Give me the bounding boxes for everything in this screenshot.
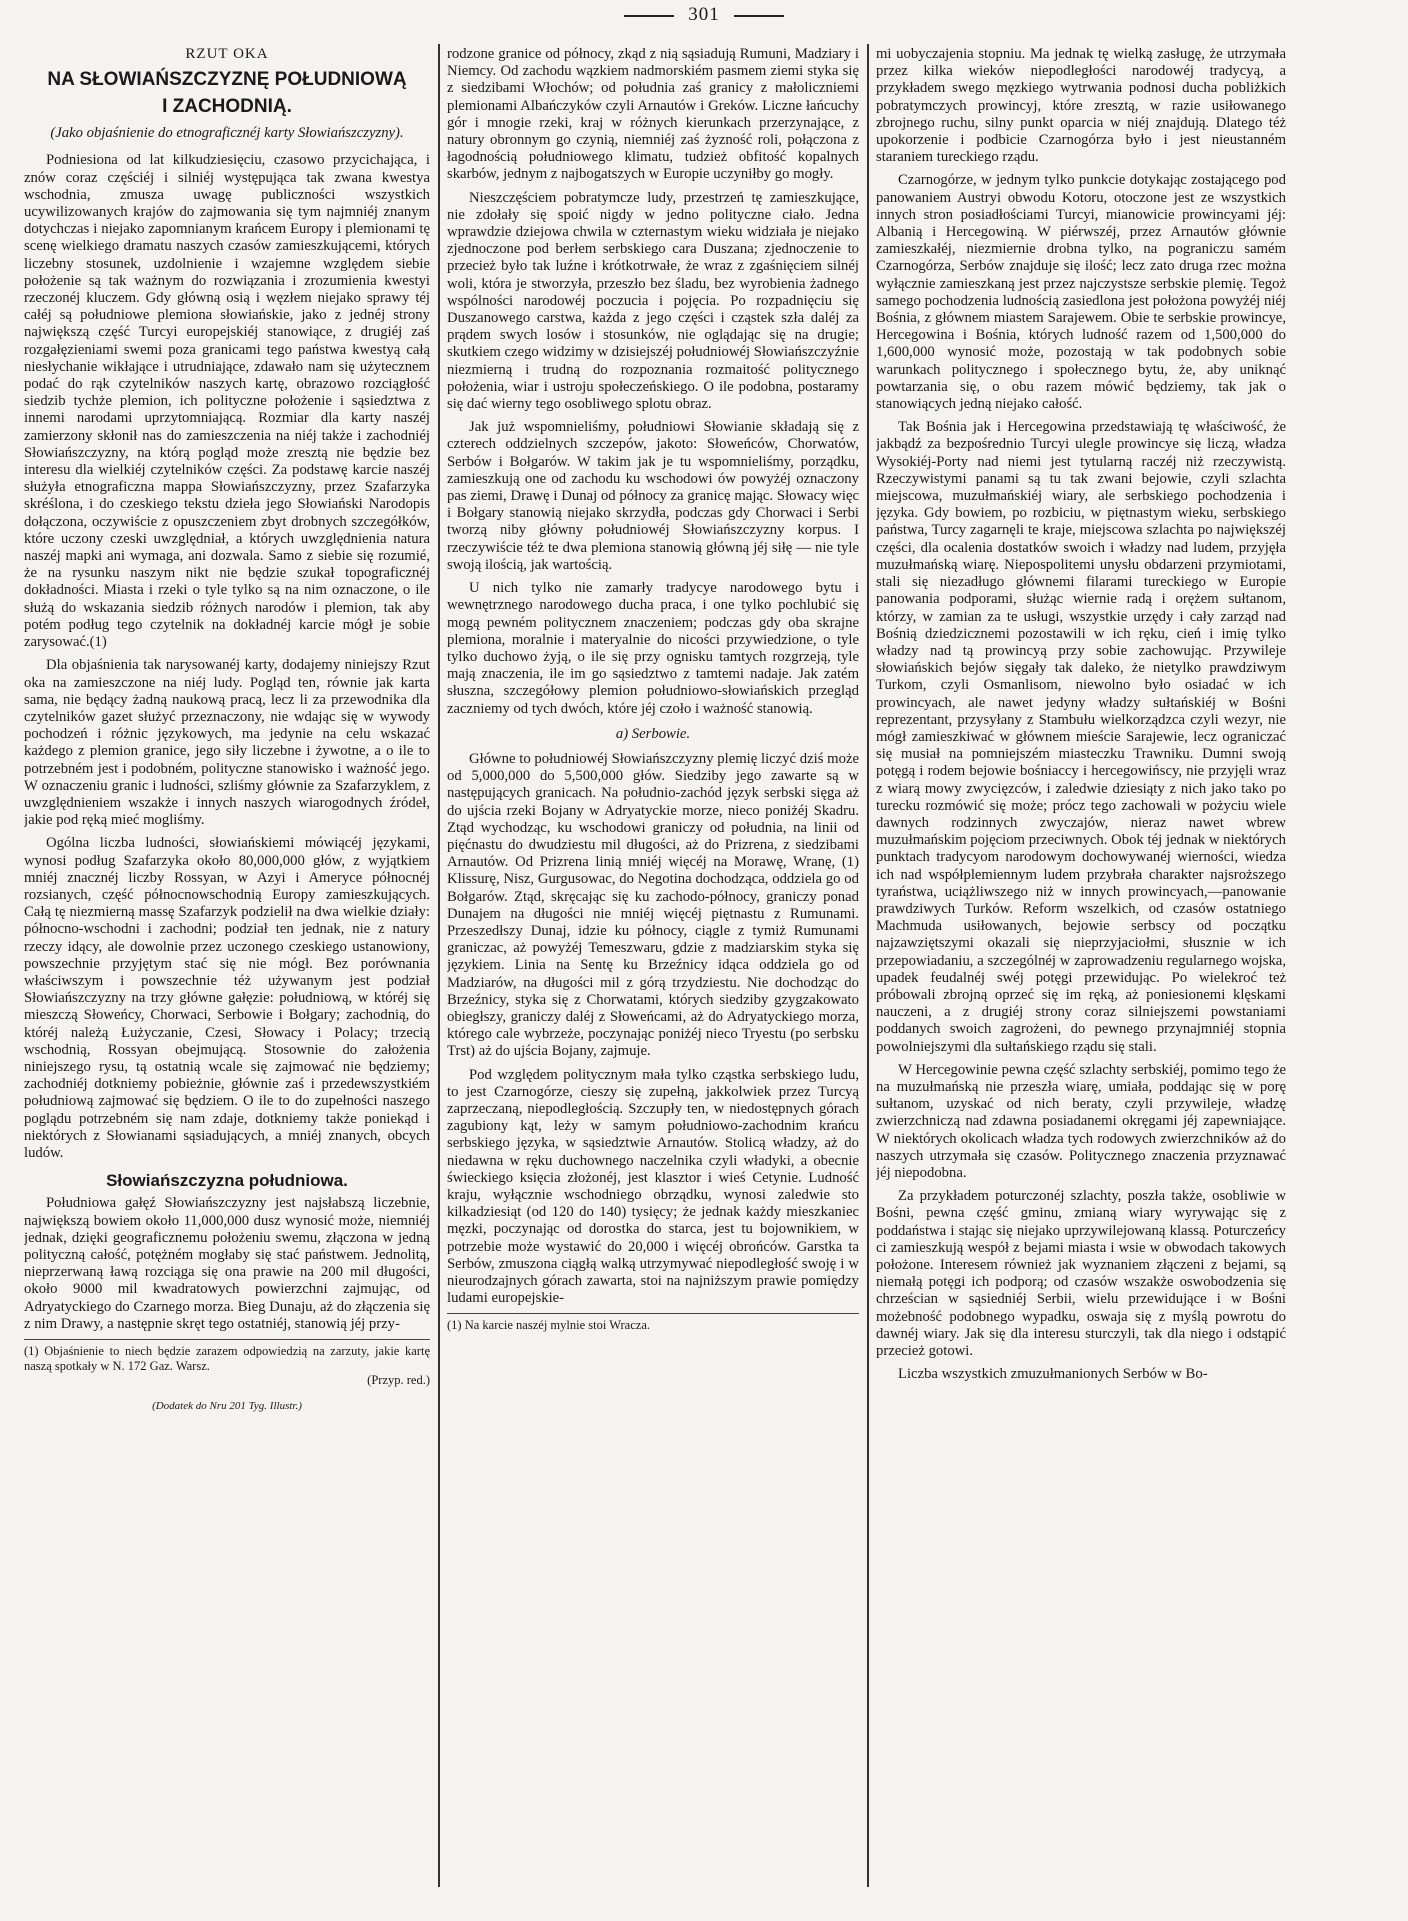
- paragraph: Dla objaśnienia tak narysowanéj karty, dodajemy niniejszy Rzut oka na zamieszczone na niéj ludy. Pogląd ten, równie jak karta sama, nie będący żadną naukową pracą, lecz li za przewodnika dla czytelników gazet służyć przeznaczony, nie wdając się w wywody pochodzeń i różnic językowych, ma jedynie na celu wskazać każdego z plemion granice, jego siły liczebne i żywotne, a o ile to potrzebném jest i podobném, polityczne stanowisko i ważność jego. W oznaczeniu granic i ludności, szliśmy głównie za Szafarzyklem, z uwzględnieniem wszakże i innych naszych wiarogodnych źródeł, jakie pod ręką mieć mogliśmy.: [24, 657, 430, 829]
- footnote-text: (1) Na karcie naszéj mylnie stoi Wracza.: [447, 1318, 650, 1333]
- paragraph: Nieszczęściem pobratymcze ludy, przestrzeń tę zamieszkujące, nie zdołały się spoić nigdy w jedno polityczne ciało. Jedna wprawdzie dziejowa chwila w czternastym wieku widziała je niejako zjednoczone pod berłem serbskiego cara Duszana; zjednoczenie to przecież było tak luźne i krótkotrwałe, że wraz z zgaśnięciem silnéj woli, która je stworzyła, przeszło bez śladu, bez wyrobienia żadnego wspólności narodowéj poczucia i pojęcia. Po rozpadnięciu się Duszanowego carstwa, każda z jego części i cząstek szła daléj za prądem swych losów i stosunków, nie oglądając się na drugie; skutkiem czego widzimy w dzisiejszéj południowéj Słowiańszczyźnie niezmierną i trudną do rozpoznania rozmaitość politycznego położenia, wiar i ustroju społeczeńskiego. O ile podobna, postaramy się dać wierny tego osobliwego splotu obraz.: [447, 189, 859, 413]
- divider: [624, 15, 674, 17]
- paragraph: rodzone granice od północy, zkąd z nią sąsiadują Rumuni, Madziary i Niemcy. Od zachodu wązkiem nadmorskiém pasmem ziemi styka się z siedzibami Włochów; od południa zaś granicy z małoliczniemi plemionami Albańczyków czyli Arnautów i Greków. Liczne łańcuchy gór i mnogie rzeki, kraj w różnych kierunkach przerzynające, z natury obronnym go czynią, niemniéj zaś żyzność roli, połączona z łagodnością południowego klimatu, tudzież obfitość kopalnych skarbów, jednym z najbogatszych w Europie uczyniłby go mogły.: [447, 46, 859, 183]
- column-3: [876, 46, 1286, 1911]
- paragraph: Tak Bośnia jak i Hercegowina przedstawiają tę właściwość, że jakbądź za bezpośrednio Turcyi ulegle prowincye się liczą, władza Wysokiéj-Porty nad niemi jest tytularną raczéj niż rzeczywistą. Rzeczywistymi panami są tu tak zwani bejowie, czyli szlachta miejscowa, muzułmańskiéj wiary, ale serbskiego pochodzenia i języka. Gdy bowiem, po rozbiciu, w piętnastym wieku, serbskiego państwa, Turcy zagarnęli te kraje, miejscowa szlachta po największéj części, dla ocalenia dostatków swoich i władzy nad ludem, przyjęła muzułmańską wiarę. Niepospolitemi unysłu obdarzeni przymiotami, stali się niezadługo głównemi filarami tureckiego w Europie panowania podporami, służąc wiernie radą i orężem sułtanom, którzy, w zamian za te usługi, wszystkie urzędy i cały zarząd nad Bośnią dziedzicznemi pozostawili w ich ręku, cień i imię tylko władzy nad tą prowincyą przy sobie zachowując. Przywileje słowiańskich bejów sięgały tak daleko, że nietylko prawdziwym Turkom, czyli Osmanlisom, niewolno było osiadać w ich prowincyach, ale nawet jedyny władzy sułtańskiéj w Bośni reprezentant, przysyłany z Stambułu wielkorządzca czyli wezyr, nie mógł zamieszkiwać w głównem mieście Sarajewie, lecz ograniczać się musiał na pomniejszém miasteczku Trawniku. Dumni swoją potęgą i rodem bejowie bośniaccy i hercegowińscy, nie przyjęli wraz z wiarą mowy zwycięzców, i zaledwie dziesiąty z nich jako tako po turecku rozmówić się może; prócz tego zachowali w pożyciu wiele dawnych rodzinnych zwyczajów, nieraz nawet wbrew muzułmańskim pojęciom przeciwnych. Obok téj jednak w niektórych punktach tradycyom narodowym dochowywanéj wierności, wiedza ich nad współplemiennym ludem przybrała charakter najsroższego tyraństwa, uciążliwszego niż w innych prowincyach,—panowanie prawdziwych Turków. Reform wszelkich, od czasów ostatniego Machmuda usiłowanych, bejowie serbscy od początku najzawziętszymi okazali się nieprzyjaciołmi, słusznie w ich przepowiadaniu, a szczególnéj w zaprowadzeniu regularnego wojska, upadek feudalnéj swéj potęgi przewidując. Po wielekroć też próbowali zbrojną oprzeć się im ręką, aż poniesionemi klęskami nauczeni, a z drugiéj strony coraz silniejszemi powstaniami poddanych swoich zagrożeni, do pewnego przynajmniéj stopnia powolniejszymi dla sułtańskiego rządu się stali.: [876, 419, 1286, 1055]
- paragraph: Południowa gałęź Słowiańszczyzny jest najsłabszą liczebnie, największą bowiem około 11,000,000 dusz wynosić może, niemniéj jednak, dzięki geograficznemu położeniu swemu, złączona w jedną polityczną całość, potężném mogłaby się stać państwem. Jednolitą, nieprzerwaną ławą rozciąga się ona prawie na 200 mil długości, około 9000 mil kwadratowych powierzchni zajmując, od Adryatyckiego do Czarnego morza. Bieg Dunaju, aż do złączenia się z nim Drawy, a następnie skręt tego ostatniéj, stanowią jéj przy-: [24, 1195, 430, 1332]
- divider: [734, 15, 784, 17]
- paragraph: Ogólna liczba ludności, słowiańskiemi mówiącéj językami, wynosi podług Szafarzyka około 80,000,000 głów, z wyjątkiem mniéj znacznéj liczby Rossyan, w Azyi i Ameryce północnéj rozsianych, część północnowschodnią Europy zamieszkujących. Całą tę niezmierną massę Szafarzyk podzielił na dwa wielkie działy: północno-wschodni i zachodni; podział ten jednak, nie z natury rzeczy idący, ale dowolnie przez uczonego czeskiego ustanowiony, powszechnie przyjętym stać się nie mógł. Bez porównania właściwszym i powszechnie téż używanym jest podział Słowiańszczyzny na trzy główne gałęzie: południową, w któréj się mieszczą Słoweńcy, Chorwaci, Serbowie i Bołgary; zachodnią, do któréj należą Łużyczanie, Czesi, Słowacy i Polacy; trzecią wschodnią, Rossyan obejmującą. Stosownie do założenia niniejszego rysu, tą ostatnią wcale się zajmować nie będziemy; zachodniéj dotkniemy pobieżnie, głównie zaś i przedewszystkiém południową zajmować się będziem. O ile to do zupełności naszego poglądu potrzebném się nam zdaje, dotkniemy także poniekąd i niektórych z Słowianami sąsiadujących, a mniéj znanych, obcych ludów.: [24, 835, 430, 1161]
- page-number-value: 301: [688, 4, 720, 25]
- paragraph: Za przykładem poturczonéj szlachty, poszła także, osobliwie w Bośni, pewna część gminu, zmianą wiary wyrywając się z poddaństwa i stając się niejako uprzywilejowaną klassą. Poturczeńcy ci zamieszkują wespół z bejami miasta i wsie w obwodach takowych położone. Interesem również jak wyznaniem złączeni z bejami, są niemałą potęgi ich podporą; od czasów wszakże oswobodzenia się chrześcian w sąsiedniéj Serbii, wielu przewidujące i w Bośni możebność podobnego wypadku, oswaja się z myślą powrotu do dawnéj wiary. Jak się dla interesu sturczyli, tak dla niego i odstąpić przecież gotowi.: [876, 1188, 1286, 1360]
- paragraph: Jak już wspomnieliśmy, południowi Słowianie składają się z czterech oddzielnych szczepów, jakoto: Słoweńców, Chorwatów, Serbów i Bołgarów. W takim jak je tu wspomnieliśmy, porządku, zamieszkują one od zachodu ku wschodowi ów powyżéj oznaczony pas ziemi, Drawę i Dunaj od północy za granicę mając. Słowacy więc i Bołgary stanowią niejako skrzydła, podczas gdy Chorwaci i Serbi tworzą niby główny południowéj Słowiańszczyzny korpus. I rzeczywiście téż te dwa plemiona stanowią główną jéj siłę — nie tyle swoją ilością, jak wartością.: [447, 419, 859, 573]
- column-2: [447, 46, 859, 1911]
- column-rule: [867, 44, 869, 1887]
- paragraph: Główne to południowéj Słowiańszczyzny plemię liczyć dziś może od 5,000,000 do 5,500,000 głów. Siedziby jego zawarte są w następujących granicach. Na południo-zachód język serbski sięga aż do ujścia rzeki Bojany w Adryatyckie morze, nieco poniżéj Skadru. Ztąd wychodząc, ku wschodowi graniczy od południa, na linii od pięćnastu do dwudziestu mil długości, aż do Prizrena, z siedzibami Arnautów. Od Prizrena linią mniéj więcéj na Morawę, Wranę, (1) Klissurę, Nisz, Gurgusowac, do Negotina dochodząca, oddziela go od Bołgarów. Ztąd, skręcając się ku zachodo-północy, graniczy ponad Dunajem na długości nie mniéj więcéj piętnastu z Rumunami. Przeszedłszy Dunaj, idzie ku północy, ciągle z tymiż Rumunami graniczac, aż powyżéj Temeszwaru, gdzie z madziarskim styka się językiem. Linia na Sentę ku Brzeźnicy idąca oddziela go od Madziarów, na długości mil z górą trzydziestu. Nie dochodząc do Brzeźnicy, styka się z Chorwatami, których siedziby gzygzakowato obiegłszy, graniczy daléj z Słoweńcami, aż do Adryatyckiego morza, którego cale wybrzeże, poczynając poniżéj nieco Tryestu (po serbsku Trst) aż do ujścia Bojany, zajmuje.: [447, 750, 859, 1060]
- column-1: [24, 46, 430, 1911]
- article-headline: NA SŁOWIAŃSZCZYZNĘ POŁUDNIOWĄ: [47, 69, 407, 91]
- section-heading: Słowiańszczyzna południowa.: [106, 1171, 348, 1191]
- article-headline-2: I ZACHODNIĄ.: [162, 96, 292, 118]
- paragraph: Pod względem politycznym mała tylko cząstka serbskiego ludu, to jest Czarnogórze, cieszy się zupełną, jakkolwiek przez Turcyą zaprzeczaną, niepodległością. Szczupły ten, w niedostępnych górach zagubiony kąt, leży w samym południowo-zachodnim krańcu serbskiego języka, w sąsiedztwie Arnautów. Stolicą władzy, aż do niedawna w ręku duchownego naczelnika czyli władyki, a obecnie świeckiego księcia złożonéj, jest klasztor i wieś Cetynie. Ludność kraju, wyłącznie wschodniego obrządku, wynosi zaledwie sto kilkadziesiąt (od 120 do 140) tysięcy; że jednak każdy mieszkaniec męzki, poczynając od dorostka do starca, jest tu bojownikiem, w potrzebie może wystawić do 20,000 i więcéj obrońców. Garstka ta Serbów, zmuszona ciągłą walką utrzymywać niepodległość swoję i w nieurodzajnych górach zawarta, stoi na najniższym prawie pomiędzy ludami europejskie-: [447, 1066, 859, 1307]
- paragraph: Czarnogórze, w jednym tylko punkcie dotykając zostającego pod panowaniem Austryi obwodu Kotoru, otoczone jest ze wszystkich innych stron posiadłościami Turcyi, mianowicie prowincyami jéj: Albanią i Hercegowiną. W piérwszéj, przez Arnautów głównie zamieszkałéj, niezmiernie drobna tylko, na pograniczu samém Czarnogórza, Serbów znajduje się ilość; lecz zato druga rzec można wyłącznie zamieszkaną jest przez najczystsze serbskie plemię. Tegoż samego pochodzenia ludnością zasiedlona jest położona powyżéj niéj Bośnia, z głównem miastem Sarajewem. Obie te serbskie prowincye, Hercegowina i Bośnia, których ludność razem od 1,500,000 do 1,600,000 wynosić może, pozostają w tak podobnych sobie warunkach politycznego i społecznego bytu, że, aby uniknąć powtarzania się, o obu razem mówić będziemy, tak jak o stanowiących jedną niejako całość.: [876, 172, 1286, 413]
- footnote-attribution: (Przyp. red.): [367, 1373, 430, 1388]
- footnote-text: (1) Objaśnienie to niech będzie zarazem odpowiedzią na zarzuty, jakie kartę naszą spotkały w N. 172 Gaz. Warsz.: [24, 1344, 430, 1373]
- column-rule: [438, 44, 440, 1887]
- article-subtitle: (Jako objaśnienie do etnograficznéj karty Słowiańszczyzny).: [50, 125, 404, 142]
- paragraph: Podniesiona od lat kilkudziesięciu, czasowo przycichająca, i znów coraz częściéj i silniéj występująca tak zwana kwestya wschodnia, zmusza uwagę publiczności wszystkich ucywilizowanych krajów do zajmowania się tym najmniéj znanym dotychczas i niejako zapomnianym krańcem Europy i plemionami tę scenę wielkiego dramatu naszych czasów zamieszkującemi, których liczebny stosunek, uzdolnienie i wzajemne względem siebie położenie są tak ważnym do rozwiązania i zrozumienia kwestyi rzeczonéj kluczem. Gdy główną osią i węzłem niejako sprawy téj całéj są południowe plemiona słowiańskie, jako z jednéj strony największą część Turcyi europejskiéj stanowiące, z drugiéj zaś rozgałęzieniami swemi poza granicami tego państwa kwestyą całą niesłychanie wikłające i utrudniające, zdawało nam się użytecznem podać do rąk czytelników naszych kartę, obrazowo rozciągłość siedzib tychże plemion, ich polityczne położenie i sąsiedztwa z innemi narodami uprzytomniającą. Rozmiar dla karty naszéj zamierzony skłonił nas do zamieszczenia na niéj także i zachodniéj Słowiańszczyzny, na którą pogląd może zresztą nie będzie bez interesu dla wielkiéj czytelników części. Za podstawę karcie naszéj służyła etnograficzna mappa Słowiańszczyzny, przez Szafarzyka skréślona, i do czeskiego tekstu dzieła jego Słowiański Narodopis dołączona, oczywiście z opuszczeniem zbyt drobnych szczegółków, które uczony czeski uwzględniał, a których uwzględnienia natura naszéj mapki ani wymaga, ani dozwala. Samo z siebie się rozumié, że na rysunku naszym nikt nie będzie szukał topograficznéj dokładności. Miasta i rzeki o tyle tylko są na nim oznaczone, o ile służą do wskazania siedzib różnych narodów i plemion, tak aby potém podług tego czytelnik na dokładnéj karcie mógł je sobie zarysować.(1): [24, 152, 430, 651]
- paragraph: mi uobyczajenia stopniu. Ma jednak tę wielką zasługę, że utrzymała przez kilka wieków niepodległości narodowéj tradycyą, a przykładem swego męzkiego wytrwania podnosi ducha pobliżkich pobratymczych prowincyj, które zresztą, w razie usiłowanego zbrojnego ruchu, silny punkt oparcia w niéj znajdują. Dlatego téż upokorzenie i podbicie Czarnogórza było i jest nieustanném staraniem tureckiego rządu.: [876, 46, 1286, 166]
- footnote: [24, 1339, 430, 1388]
- paragraph: Liczba wszystkich zmuzułmanionych Serbów w Bo-: [898, 1366, 1208, 1383]
- article-kicker: RZUT OKA: [185, 46, 269, 62]
- paragraph: W Hercegowinie pewna część szlachty serbskiéj, pomimo tego że na muzułmańską nie przeszła wiarę, umiała, poddając się w porę sułtanom, uzyskać od nich beraty, czyli przywileje, władzę zwierzchniczą nad zdawna posiadanemi okręgami jéj zapewniające. W niektórych okolicach władza tych rodowych zwierzchników aż do naszych utrzymała się czasów. Politycznego znaczenia przyznawać jéj niepodobna.: [876, 1061, 1286, 1181]
- subsection-heading: a) Serbowie.: [615, 725, 691, 742]
- footnote: [447, 1313, 859, 1333]
- supplement-note: (Dodatek do Nru 201 Tyg. Illustr.): [152, 1399, 302, 1412]
- page-number: [0, 4, 1408, 26]
- paragraph: U nich tylko nie zamarły tradycye narodowego bytu i wewnętrznego narodowego ducha praca, i one tylko pochlubić się mogą pewném politycznem znaczeniem; podczas gdy oba skrajne plemiona, moralnie i materyalnie do nicości przywiedzione, o tyle tylko duchowo żyją, o ile się przy ognisku tamtych rozgrzeją, tyle mają znaczenia, ile im go sąsiedztwo z tamtemi nadaje. Jak zatém słuszna, szczegółowy plemion południowo-słowiańskich przegląd zaczniemy od tych dwóch, które jéj czoło i ważność stanowią.: [447, 580, 859, 717]
